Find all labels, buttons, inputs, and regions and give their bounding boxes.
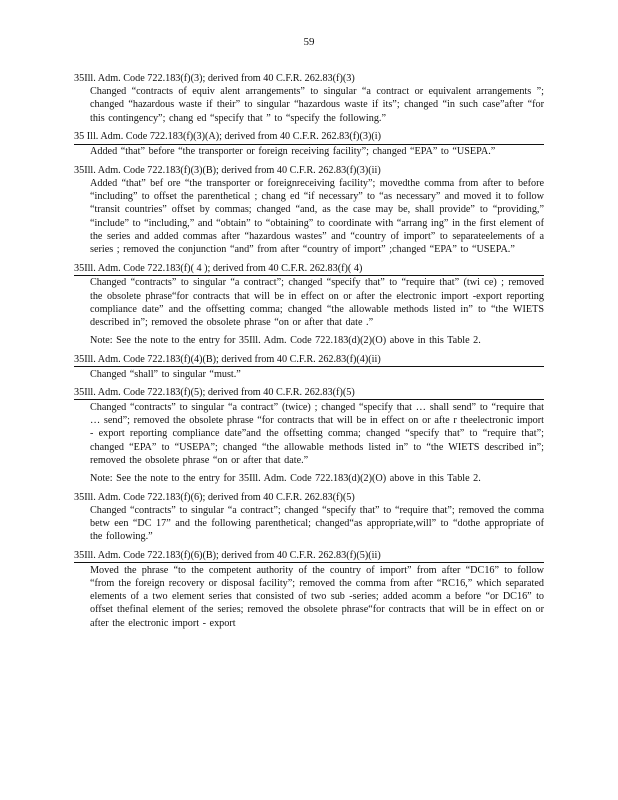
entry-body: Changed “contracts” to singular “a contract” (twice) ; changed “specify that … shall send” to “require that … send”; removed the obsolete phrase “for contracts that will be in effect on or afte r theelectronic import - export reporting compliance date”and the offsetting comma; changed “specify that” to “require that”; changed “EPA” to “USEPA”; changed “the allowable methods listed in” to “the WIETS described in”; removed the obsolete phrase “on or after that date.” <box>90 401 544 466</box>
entry-heading: 35Ill. Adm. Code 722.183(f)(6); derived from 40 C.F.R. 262.83(f)(5) <box>74 491 355 503</box>
entry-heading: 35 Ill. Adm. Code 722.183(f)(3)(A); derived from 40 C.F.R. 262.83(f)(3)(i) <box>74 130 544 144</box>
page-number: 59 <box>303 36 315 48</box>
table-entry <box>74 130 544 158</box>
document-body <box>74 72 544 635</box>
entry-note: Note: See the note to the entry for 35Ill. Adm. Code 722.183(d)(2)(O) above in this Table 2. <box>90 472 481 484</box>
entry-heading: 35Ill. Adm. Code 722.183(f)(6)(B); derived from 40 C.F.R. 262.83(f)(5)(ii) <box>74 549 544 563</box>
entry-body: Added “that” bef ore “the transporter or foreignreceiving facility”; movedthe comma from after to before “including” to offset the parenthetical ; chang ed “if necessary” to “as necessary” and moved it to follow “transit countries” offset by commas; changed “and, as the case may be, shall provide” to “providing,” “include” to “including,” and “obtain” to “obtaining” to coordinate with “arrang ing” in the first element of the series and added commas after “hazardous wastes” and “country of import” to separateelements of a series ; removed the conjunction “and” from after “country of import” ;changed “EPA” to “USEPA.” <box>90 177 544 255</box>
entry-heading: 35Ill. Adm. Code 722.183(f)(3)(B); derived from 40 C.F.R. 262.83(f)(3)(ii) <box>74 164 381 176</box>
entry-body: Changed “contracts” to singular “a contract”; changed “specify that” to “require that”; removed the comma betw een “DC 17” and the following parenthetical; changed“as appropriate,will” to “dothe appropriate of the following.” <box>90 504 544 543</box>
table-entry <box>74 491 544 544</box>
table-entry <box>74 262 544 348</box>
entry-heading: 35Ill. Adm. Code 722.183(f)( 4 ); derived from 40 C.F.R. 262.83(f)( 4) <box>74 262 544 276</box>
entry-heading: 35Ill. Adm. Code 722.183(f)(4)(B); derived from 40 C.F.R. 262.83(f)(4)(ii) <box>74 353 544 367</box>
table-entry <box>74 549 544 630</box>
entry-body: Changed “contracts of equiv alent arrangements” to singular “a contract or equivalent arrangements ”; changed “hazardous waste if their” to singular “hazardous waste if its”; changed “in such case”after “for this contingency”; chang ed “specify that ” to “specify the following.” <box>90 86 544 124</box>
entry-body: Changed “contracts” to singular “a contract”; changed “specify that” to “require that” (twi ce) ; removed the obsolete phrase“for contracts that will be in effect on or after the electronic import -export reporting compliance date” and the offsetting comma; changed “the allowable methods listed in” to “the WIETS described in”; removed the obsolete phrase “on or after that date .” <box>90 277 544 328</box>
entry-body: Changed “shall” to singular “must.” <box>90 368 241 380</box>
entry-body: Added “that” before “the transporter or foreign receiving facility”; changed “EPA” to “USEPA.” <box>90 146 496 158</box>
entry-heading: 35Ill. Adm. Code 722.183(f)(3); derived from 40 C.F.R. 262.83(f)(3) <box>74 73 355 84</box>
entry-heading: 35Ill. Adm. Code 722.183(f)(5); derived from 40 C.F.R. 262.83(f)(5) <box>74 386 544 400</box>
table-entry <box>74 164 544 256</box>
entry-note: Note: See the note to the entry for 35Ill. Adm. Code 722.183(d)(2)(O) above in this Table 2. <box>90 335 481 347</box>
entry-body: Moved the phrase “to the competent authority of the country of import” from after “DC16” to follow “from the foreign recovery or disposal facility”; removed the comma from after “RC16,” which separated elements of a two element series that consisted of two sub -series; added acomm a before “or DC16” to offset thefinal element of the series; removed the obsolete phrase“for contracts that will be in effect on or after the electronic import - export <box>90 564 544 629</box>
table-entry <box>74 386 544 485</box>
table-entry <box>74 72 544 125</box>
table-entry <box>74 353 544 381</box>
